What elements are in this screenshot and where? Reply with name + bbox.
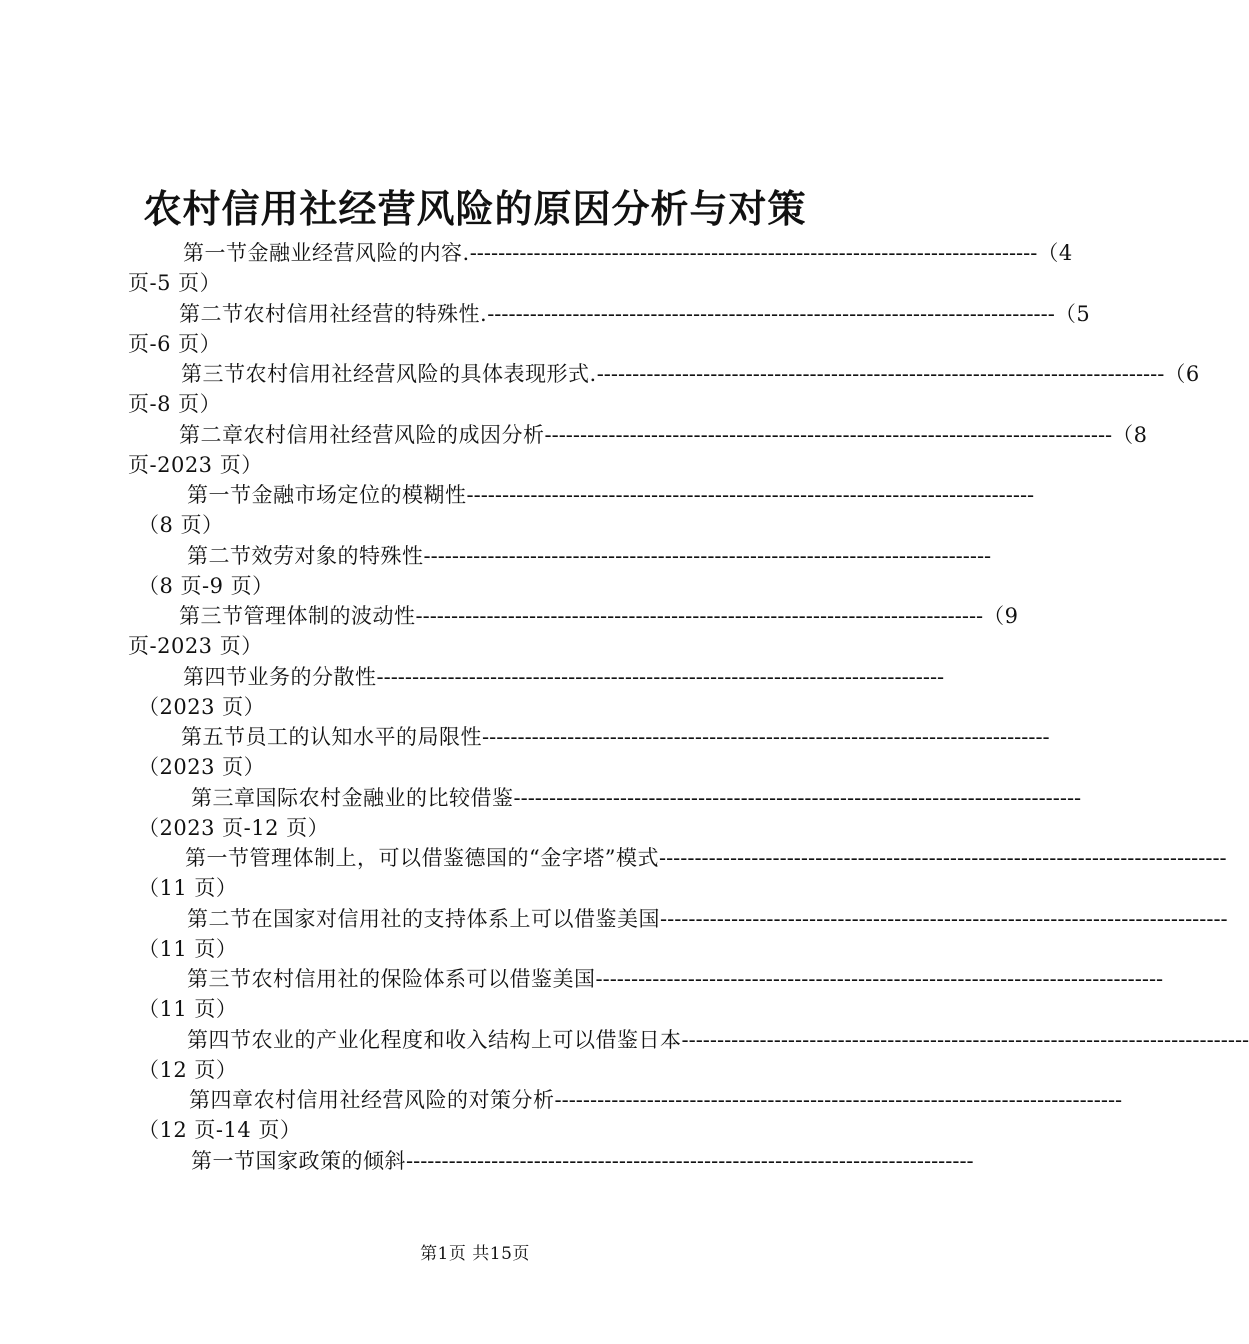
toc-entry-pages: 页-2023 页） [128,452,263,477]
toc-entry-pages: （2023 页） [138,694,266,719]
toc-entry [128,662,945,723]
toc-entry-title: 第五节员工的认知水平的局限性 [181,725,482,749]
toc-entry [128,964,1164,1025]
toc-entry [128,238,1073,299]
toc-entry-title: 第三节农村信用社的保险体系可以借鉴美国 [187,967,596,991]
toc-leader-dashes: -------------------------------------------------------------------------------- [596,362,1165,386]
toc-entry-title: 第四节业务的分散性 [183,664,377,689]
toc-entry-title: 第四节农业的产业化程度和收入结构上可以借鉴日本 [187,1027,682,1052]
toc-entry [128,783,1082,844]
toc-leader-dashes: -------------------------------------------------------------------------------- [482,725,1050,749]
toc-entry-title: 第二节农村信用社经营的特殊性. [179,301,488,326]
toc-leader-dashes: -------------------------------------------------------------------------------- [376,664,945,689]
toc-entry [128,601,1019,662]
toc-entry-pages: （12 页） [138,1057,238,1082]
toc-entry-page-start: （5 [1054,301,1091,326]
toc-entry-page-start: （6 [1164,362,1200,386]
toc-leader-dashes: -------------------------------------------------------------------------------- [466,483,1035,507]
toc-leader-dashes: -------------------------------------------------------------------------------- [554,1088,1123,1112]
toc-entry-pages: （2023 页） [138,755,266,780]
toc-leader-dashes: -------------------------------------------------------------------------------- [423,543,992,568]
toc-leader-dashes: -------------------------------------------------------------------------------- [513,785,1082,810]
toc-entry [128,359,1200,420]
toc-entry-title: 第四章农村信用社经营风险的对策分析 [189,1088,555,1112]
toc-entry [128,1146,974,1207]
toc-entry-pages: 页-5 页） [128,271,222,296]
toc-entry-title: 第三章国际农村金融业的比较借鉴 [191,785,514,810]
toc-entry-title: 第一节金融业经营风险的内容. [183,241,470,265]
toc-entry-title: 第二节效劳对象的特殊性 [187,543,424,568]
toc-entry [128,904,1228,965]
toc-entry-pages: （8 页） [138,513,224,538]
toc-entry-pages: 页-6 页） [128,331,222,356]
toc-entry-title: 第三节农村信用社经营风险的具体表现形式. [181,362,597,386]
table-of-contents [128,238,1249,1206]
toc-entry-page-start: （8 [1112,422,1148,447]
toc-leader-dashes: -------------------------------------------------------------------------------- [544,422,1113,447]
toc-entry-pages: （2023 页-12 页） [138,815,330,840]
toc-entry [128,480,1035,541]
toc-entry-pages: 页-8 页） [128,392,222,417]
toc-entry-title: 第一节国家政策的倾斜 [191,1148,406,1173]
toc-entry-pages: （11 页） [138,876,238,901]
toc-leader-dashes: -------------------------------------------------------------------------------- [487,301,1055,326]
toc-leader-dashes: -------------------------------------------------------------------------------- [469,241,1038,265]
toc-entry-title: 第一节金融市场定位的模糊性 [187,483,467,507]
toc-entry [128,722,1050,783]
toc-entry-pages [128,1176,834,1206]
toc-entry [128,1085,1123,1146]
toc-leader-dashes: -------------------------------------------------------------------------------- [660,906,1228,931]
toc-entry-pages: （11 页） [138,936,238,961]
toc-entry-title: 第三节管理体制的波动性 [179,604,416,628]
toc-entry-page-start: （4 [1037,241,1073,265]
document-title: 农村信用社经营风险的原因分析与对策 [143,186,807,231]
toc-entry [128,1025,1249,1086]
toc-leader-dashes: -------------------------------------------------------------------------------- [595,967,1164,991]
toc-entry-title: 第二章农村信用社经营风险的成因分析 [179,422,545,447]
toc-entry-page-start: （9 [983,604,1019,628]
toc-leader-dashes: -------------------------------------------------------------------------------- [406,1148,974,1173]
toc-leader-dashes: -------------------------------------------------------------------------------- [681,1027,1249,1052]
toc-entry-pages: 页-2023 页） [128,634,263,659]
toc-leader-dashes: -------------------------------------------------------------------------------- [658,846,1227,870]
toc-entry-pages: （11 页） [138,997,238,1022]
toc-leader-dashes: -------------------------------------------------------------------------------- [415,604,984,628]
toc-entry-pages: （12 页-14 页） [138,1118,302,1143]
toc-entry [128,843,1227,904]
toc-entry [128,299,1091,360]
page-footer: 第1页 共15页 [420,1244,530,1264]
toc-entry-title: 第二节在国家对信用社的支持体系上可以借鉴美国 [187,906,660,931]
toc-entry-pages: （8 页-9 页） [138,573,274,598]
toc-entry [128,420,1148,481]
toc-entry [128,541,992,602]
toc-entry-title: 第一节管理体制上，可以借鉴德国的“金字塔”模式 [185,846,659,870]
